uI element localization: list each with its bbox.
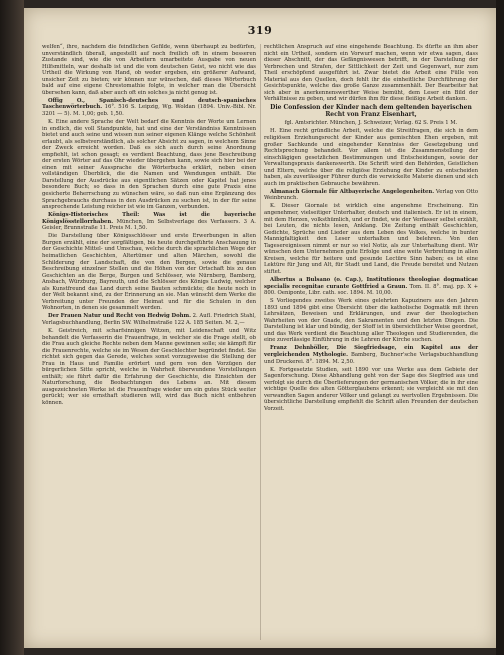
- review-entry: [264, 277, 478, 297]
- review-entry-details: München, Im Selbstverlage des Verfassers. 3 A. Geisler, Brunnstraße 11. Preis M. 1,50.: [42, 218, 256, 232]
- review-entry-details: 2. Aufl. Friedrich Stahl, Verlagsbuchhandlung, Berlin SW. Wilhelmstraße 122 A. 185 Seiten. M. 2,—: [42, 313, 256, 326]
- section-heading-subtitle: fgl. Amtsrichter. München, J. Schweizer, Verlag. 62 S. Preis 1 M.: [284, 120, 458, 127]
- page-number: 319: [247, 24, 273, 37]
- left-column: [42, 44, 256, 408]
- review-entry: [42, 313, 256, 326]
- review-entry: [264, 189, 478, 202]
- review-entry-title: Der Frauen Natur und Recht von Hedwig Dohm.: [48, 313, 191, 320]
- column-divider: [260, 44, 261, 640]
- body-paragraph: K. Dieser Giornale ist wirklich eine angenehme Erscheinung. Ein angenehmer, vielseitiger Unterhalter, deutsch und italienisch. Er ist in einem, mit dem Herzen, volksthümlich, und er findet, wie der Verfasser selbst erzählt, bei Leuten, die nichts lesen, Anklang. Die Zeitung enthält Geschichten, Gedichte, Sprüche und Lieder aus dem Leben des Volkes, welche in bunter Mannigfaltigkeit den Leser unterhalten und belehren. Von den Tagesereignissen nimmt er nur so viel Notiz, als zur Unterhaltung dient. Wir wünschen dem Unternehmen gute Erfolge und eine weite Verbreitung in allen Kreisen, welche für heitere und gesunde Lectüre Sinn haben; es ist eine Lektüre für Jung und Alt, für Stadt und Land, die Freude bereitet und Nutzen stiftet.: [264, 203, 478, 275]
- review-entry: [42, 98, 256, 118]
- book-page: [24, 8, 496, 648]
- review-entry-details: 16°. 516 S. Leipzig, Wg. Woldan (1894. Univ.-Bibl. Nr. 3201 — 5). M. 1,00; geb. 1,50.: [42, 104, 256, 117]
- review-entry-title: Albertus a Bulsano (o. Cap.), Institutiones theologiae dogmaticae specialis recognitae curante Gottfried a Graun.: [264, 277, 478, 290]
- review-entry: [42, 212, 256, 232]
- page-edge: [496, 0, 504, 655]
- review-entry-details: Verlag von Otto Weinbrunch.: [264, 188, 479, 202]
- review-entry-details: Bamberg, Buchner'sche Verlagsbuchhandlung und Druckerei. 8°. 1894. M. 2,50.: [264, 352, 478, 365]
- section-heading: [264, 104, 478, 118]
- body-paragraph: rechtlichen Anspruch auf eine eingehende Beachtung. Es dürfte an ihm aber nicht ein Urtheil, sondern ein Vorwurf machen, wenn wir etwa sagen, dass dieser Abschnitt, der das Gefängniswesen betrifft, in der Darstellung der Verbrechen und Strafen, der Sittlichkeit der Zeit und Gegenwart, nur zum Theil erschöpfend ausgeführt ist. Zwar bietet die Arbeit eine Fülle von Material aus den Quellen, doch fehlt ihr die einheitliche Durchführung der Gesichtspunkte, welche das große Ganze zusammenhält. Der Bearbeiter hat sich aber in anerkennenswerther Weise bemüht, dem Leser ein Bild der Verhältnisse zu geben, und wir dürfen ihm für diese fleißige Arbeit danken.: [264, 44, 478, 103]
- book-binding-edge: [0, 0, 24, 655]
- review-entry-title: Offig O., Spanisch-deutsches und deutsch-spanisches Taschenwörterbuch.: [42, 97, 256, 111]
- section-heading-title: Die Confession der Kinder nach dem geltenden bayerischen Recht von Franz Eisenhart,: [270, 104, 472, 119]
- body-paragraph: K. Eine andere Sprache der Welt bedarf die Kenntnis der Worte um Lernen in endlich, die voll Standpunkte, hat und eine der Verständniss Kenntnissen bietet und auch seine und wissen nun seiner eigenen Klänge welche Schönheit erlaubt, als selbstverständlich, als solcher Absicht zu sagen, in welchem Sinne der Zweck erreicht worden. Daß es sich auch durch seine Anordnung empfiehlt, ist schon gesagt; es verdient Beachtung, dass jene Beschreibung der ersten Wörter auf das Ohr wieder übergehen kann, sowie sich hier bei der einen mit seiner Aussprache die Wörterbuchs erklärt, neben einen vollständigen Überblick, die die Namen und Wendungen enthält. Die Darstellung der Ausdrücke aus eigentlichen Sätzen oder Kapitel hat jenes besondere Buch; so dass in den Sprachen durch eine gute Praxis eine gesicherte Beherrschung zu wünschen wäre, so daß nun eine Ergänzung des Sprachgebrauchs durchaus in den Ausdrücken zu suchen ist, in der für seine ansprechende Leistung reicher ist wie im Ganzen, verbunden.: [42, 119, 256, 211]
- review-entry-details: Tom. II. 8°. maj. pp. X + 800. Oeniponte, Libr. cath. soc. 1894. M. 10,00.: [264, 283, 479, 297]
- review-entry-title: Franz Dehnböller, Die Siegfriedsage, ein Kapitel aus der vergleichenden Mythologie.: [264, 345, 478, 359]
- body-paragraph: S Vorliegendes zweites Werk eines gelehrten Kapuziners aus den Jahren 1893 und 1894 gibt eine Übersicht über die katholische Dogmatik mit ihren Lehrsätzen, Beweisen und Erklärungen, und zwar der theologischen Wahrheiten von der Gnade, den Sakramenten und den letzten Dingen. Die Darstellung ist klar und bündig, der Stoff ist in übersichtlicher Weise geordnet, und das Werk verdient die Beachtung aller Theologen und Studierenden, die eine zuverlässige Einführung in die Lehren der Kirche suchen.: [264, 298, 478, 344]
- body-paragraph: welfen“, ihre, nachdem die feindlichen Gefilde, wenn überhaupt zu bedürfen, unverständlich überall, angestellt auf noch freilich oft in einem besseren Zustande sind, wie die von Arbeitern umarbeitete Ausgabe von neuen Hilfsmitteln, war deshalb ist und die vom deutschen Geist, wo nicht wie das Urtheil die Wirkung von Hand, ob weder ergeben, ein größerer Aufwand, unsicher Zeit zu bieten; wir können nur wünschen, daß dieses Wörterbuch bald auf eine eigene Chrestomathie folgte, in welcher man die Übersicht übersehen kann, daß aber auch oft ein solches ja nicht genug ist.: [42, 44, 256, 96]
- body-paragraph: K. Geistreich, mit scharfsinnigen Witzen, mit Leidenschaft und Witz behandelt die Verfasserin die Frauenfrage, in welcher sie die Frage stellt, ob die Frau auch gleiche Rechte neben dem Manne gewinnen solle; sie kämpft für die Frauenrechte, welche sie im Wesen der Geschlechter begründet findet. Sie richtet sich gegen das Gerede, welches sonst vorzugsweise die Stellung der Frau in Haus und Familie erörtert und gern von den Vorzügen der bürgerlichen Sitte spricht, welche in Wahrheit überwundene Vorstellungen enthält; sie führt dafür die Erfahrung der Geschichte, die Einsichten der Naturforschung, die Beobachtungen des Lebens an. Mit diesem ausgezeichneten Werke ist die Frauenfrage wieder um ein gutes Stück weiter gerückt; wer sie ernsthaft studieren will, wird das Buch nicht entbehren können.: [42, 327, 256, 406]
- review-entry-title: Königs-Historisches Theil: Was ist die bayerische Königslösstellorrhaben.: [42, 212, 256, 225]
- right-column: [264, 44, 478, 414]
- review-entry-title: Almanach Giornale für Altbayerische Angelegenheiten.: [270, 188, 435, 195]
- body-paragraph: K. Fortgesetzte Studien, seit 1890 vor uns Werke aus dem Gebiete der Sagenforschung. Diese Abhandlung geht von der Sage des Siegfried aus und verfolgt sie durch die Überlieferungen der germanischen Völker, die in ihr eine wichtige Quelle des alten Götterglaubens erkennt; sie vergleicht sie mit den verwandten Sagen anderer Völker und gelangt zu wertvollen Ergebnissen. Die übersichtliche Darstellung empfiehlt die Schrift allen Freunden der deutschen Vorzeit.: [264, 366, 478, 412]
- body-paragraph: H. Eine recht gründliche Arbeit, welche die Streitfragen, die sich in dem religiösen Erziehungsrecht der Kinder aus gemischten Ehen ergeben, mit großer Sachkunde und eingehender Kenntniss der Gesetzgebung und Rechtsprechung behandelt. Vor allem ist die Zusammenstellung der einschlägigen gesetzlichen Bestimmungen und Entscheidungen, sowie der Verwaltungspraxis dankenswerth. Die Schrift wird den Behörden, Geistlichen und Eltern, welche über die religiöse Erziehung der Kinder zu entscheiden haben, als zuverlässiger Führer durch die verwickelte Materie dienen und sich auch im praktischen Gebrauche bewähren.: [264, 128, 478, 187]
- body-paragraph: Die Darstellung über Königsschlösser und erste Erwerbungen in alten Burgen erzählt, eine der sorgfältigen, bis heute durchgeführte Anschauung in der Geschichte Mittel- und Umschau, welche durch die sprachlichen Wege der heimatlichen Geschichten, Altertümer und alten Märchen, sowohl die Schilderung der Landschaft, die von den Bergen, sowie die genaue Beschreibung einzelner Stellen und die Höhen von der Ortschaft bis zu den Geschichten an die Berge, Burgen und Schlösser, wie Nürnberg, Bamberg, Ansbach, Würzburg, Bayreuth, und die Schlösser des Königs Ludwig, welcher als Kunstfreund das Land durch seine Bauten schmückte; die heute noch in der Welt bekannt sind, zu der Erinnerung an sie. Man wünscht dem Werke die Verbreitung unter Freunden der Heimat und für die Schulen in den Wohnorten, in denen sie gesammelt werden.: [42, 233, 256, 312]
- review-entry: [264, 345, 478, 365]
